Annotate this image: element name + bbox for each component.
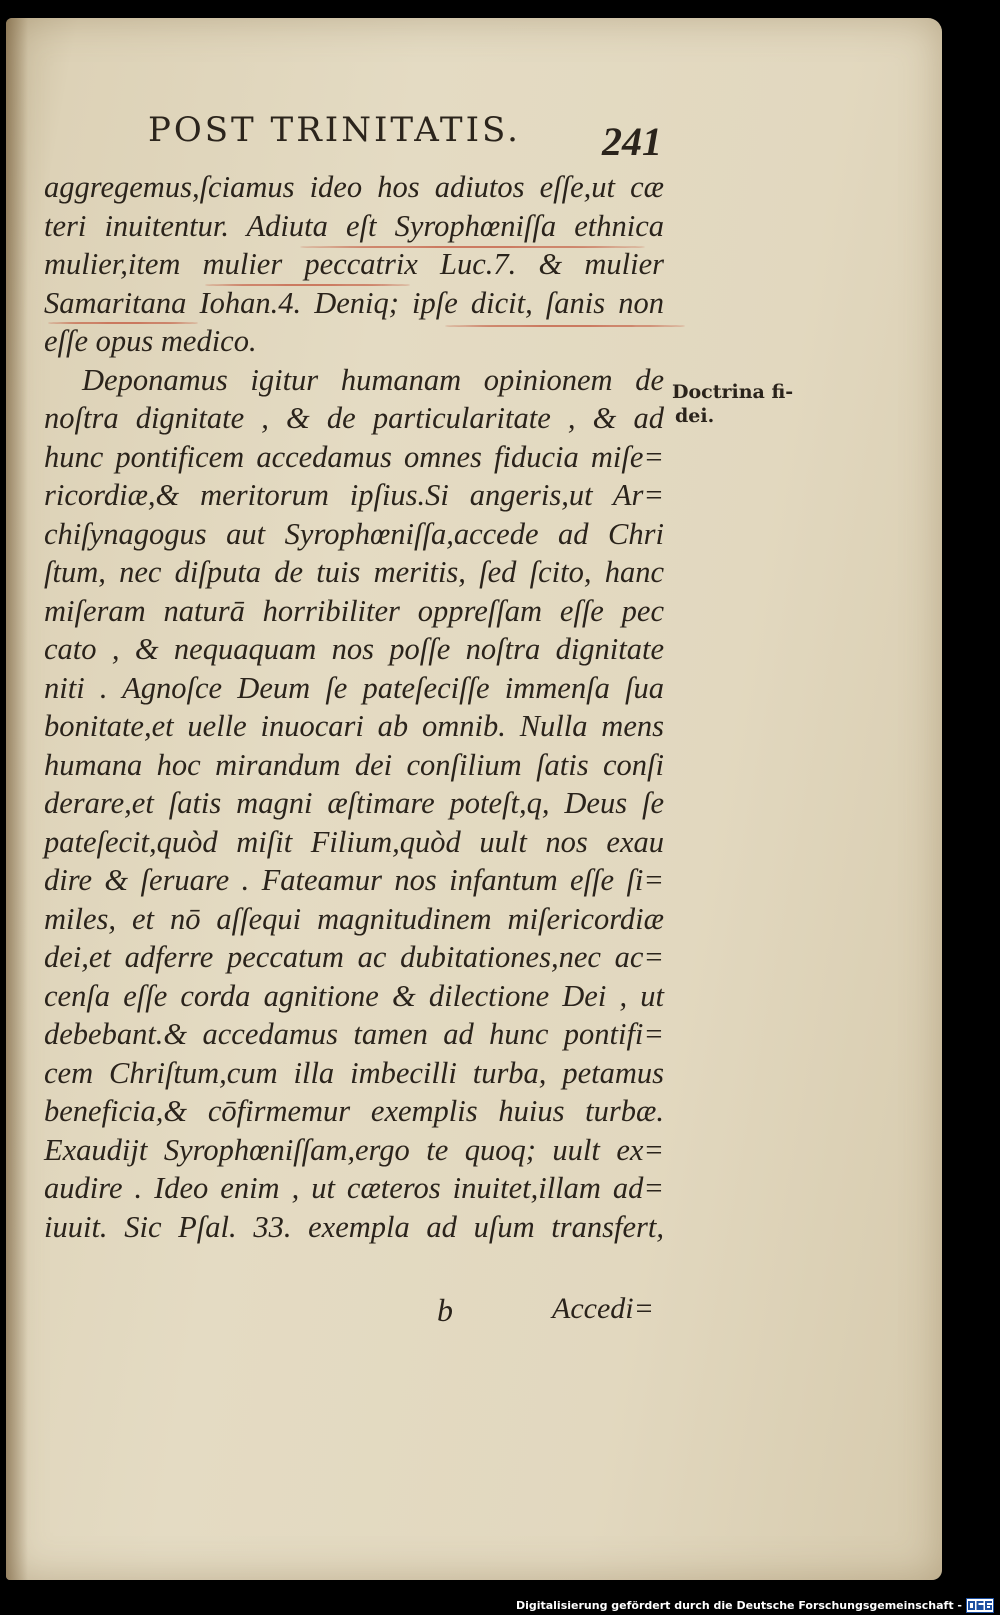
text-line: cato , & nequaquam nos poſſe noſtra dignitate: [44, 632, 664, 666]
ink-underline: [445, 325, 685, 327]
signature-mark: b: [437, 1292, 453, 1328]
page-spine-shadow: [6, 18, 28, 1580]
text-line: eſſe opus medico.: [44, 324, 257, 358]
text-line: audire . Ideo enim , ut cæteros inuitet,illam ad=: [44, 1171, 664, 1205]
text-line: ſtum, nec diſputa de tuis meritis, ſed ſcito, hanc: [44, 555, 664, 589]
marginal-note-line: Doctrina fi-: [672, 381, 794, 403]
marginal-note: [672, 380, 802, 428]
text-line: Samaritana Iohan.4. Deniq; ipſe dicit, ſanis non: [44, 285, 664, 320]
dfg-logo-icon: [966, 1598, 994, 1613]
text-line: humana hoc mirandum dei conſilium ſatis conſi: [44, 747, 664, 782]
catchword: Accedi=: [552, 1292, 654, 1325]
ink-underline: [300, 246, 645, 248]
body-text: [44, 168, 664, 1246]
page-number: 241: [602, 119, 662, 164]
ink-underline: [48, 322, 198, 324]
running-head: POST TRINITATIS.: [148, 110, 521, 150]
ink-underline: [205, 284, 410, 286]
text-line: ricordiæ,& meritorum ipſius.Si angeris,ut Ar=: [44, 478, 664, 512]
text-line: iuuit. Sic Pſal. 33. exempla ad uſum transfert,: [44, 1209, 664, 1244]
text-line: Exaudijt Syrophœniſſam,ergo te quoq; uult ex=: [44, 1132, 664, 1167]
text-line: bonitate,et uelle inuocari ab omnib. Nulla mens: [44, 709, 664, 743]
text-line: derare,et ſatis magni æſtimare poteſt,q, Deus ſe: [44, 786, 664, 820]
text-line: mulier,item mulier peccatrix Luc.7. & mulier: [44, 247, 664, 281]
text-line: pateſecit,quòd miſit Filium,quòd uult nos exau: [44, 824, 664, 859]
text-line: cenſa eſſe corda agnitione & dilectione Dei , ut: [44, 978, 664, 1013]
text-line: miles, et nō aſſequi magnitudinem miſericordiæ: [44, 901, 664, 936]
footer-bar: [515, 1596, 1000, 1615]
text-line: aggregemus,ſciamus ideo hos adiutos eſſe,ut cæ: [44, 170, 664, 204]
text-line: teri inuitentur. Adiuta eſt Syrophœniſſa ethnica: [44, 208, 664, 243]
text-line: hunc pontificem accedamus omnes fiducia miſe=: [44, 439, 664, 474]
text-line: niti . Agnoſce Deum ſe pateſeciſſe immenſa ſua: [44, 670, 664, 705]
text-line: debebant.& accedamus tamen ad hunc pontifi=: [44, 1017, 664, 1051]
text-line: Deponamus igitur humanam opinionem de: [82, 362, 664, 397]
text-line: beneficia,& cōfirmemur exemplis huius turbæ.: [44, 1094, 664, 1128]
text-line: dei,et adferre peccatum ac dubitationes,nec ac=: [44, 940, 664, 974]
footer-credit: Digitalisierung gefördert durch die Deutsche Forschungsgemeinschaft -: [515, 1599, 962, 1612]
text-line: dire & ſeruare . Fateamur nos infantum eſſe ſi=: [44, 863, 664, 897]
text-line: cem Chriſtum,cum illa imbecilli turba, petamus: [44, 1055, 664, 1090]
text-line: miſeram naturā horribiliter oppreſſam eſſe pec: [44, 593, 664, 628]
marginal-note-line: dei.: [675, 405, 715, 427]
text-line: chiſynagogus aut Syrophœniſſa,accede ad Chri: [44, 516, 664, 551]
text-line: noſtra dignitate , & de particularitate , & ad: [44, 401, 664, 435]
